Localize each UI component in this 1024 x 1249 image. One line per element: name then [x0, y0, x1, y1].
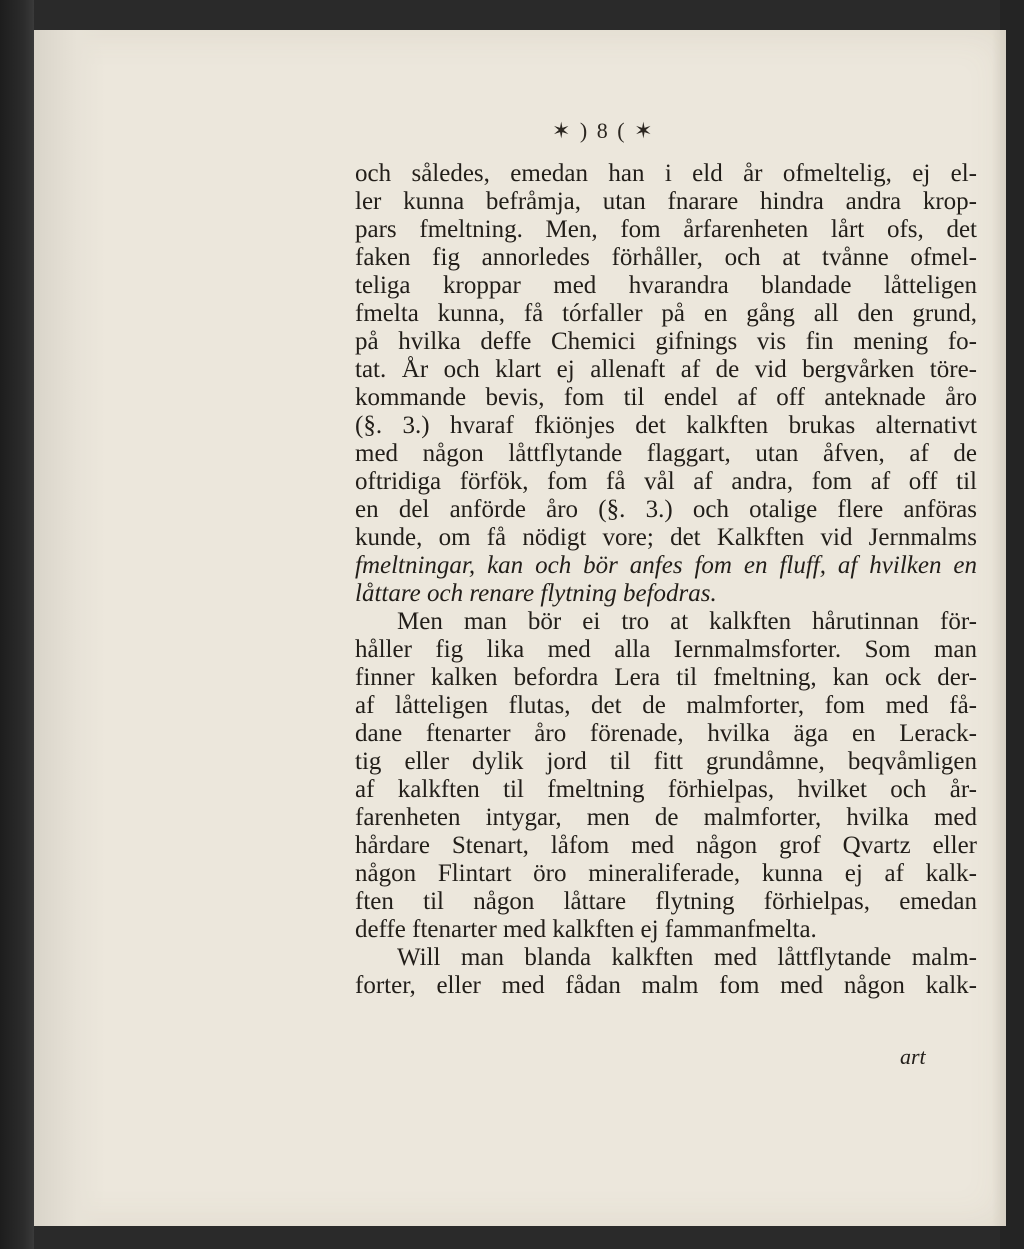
text-line: låttare och renare flytning befodras. [355, 580, 717, 607]
text-line: med någon låttflytande flaggart, utan åfven, af de [355, 440, 977, 467]
text-line: Will man blanda kalkften med låttflytande malm- [397, 944, 977, 971]
text-line: farenheten intygar, men de malmforter, hvilka med [355, 804, 977, 831]
text-line: dane ftenarter åro förenade, hvilka äga en Lerack- [355, 720, 977, 747]
text-line: en del anförde åro (§. 3.) och otalige flere anföras [355, 496, 977, 523]
text-line: af låtteligen flutas, det de malmforter, fom med få- [355, 692, 977, 719]
text-line: Men man bör ei tro at kalkften hårutinnan för- [397, 608, 977, 635]
text-line: fmelta kunna, få tórfaller på en gång all den grund, [355, 300, 977, 327]
text-line: tat. År och klart ej allenaft af de vid bergvårken töre- [355, 356, 977, 383]
text-line: teliga kroppar med hvarandra blandade låtteligen [355, 272, 977, 299]
text-line: hårdare Stenart, låfom med någon grof Qvartz eller [355, 832, 977, 859]
page-header: ✶ ) 8 ( ✶ [552, 118, 655, 143]
text-line: fmeltningar, kan och bör anfes fom en fluff, af hvilken en [355, 552, 977, 579]
text-line: finner kalken befordra Lera til fmeltning, kan ock der- [355, 664, 977, 691]
text-line: håller fig lika med alla Iernmalmsforter. Som man [355, 636, 977, 663]
text-line: pars fmeltning. Men, fom årfarenheten lårt ofs, det [355, 216, 977, 243]
text-line: på hvilka deffe Chemici gifnings vis fin mening fo- [355, 328, 977, 355]
text-line: kommande bevis, fom til endel af off anteknade åro [355, 384, 977, 411]
scan-left-border [0, 0, 34, 1249]
text-line: forter, eller med fådan malm fom med någon kalk- [355, 972, 977, 999]
text-line: ler kunna befråmja, utan fnarare hindra andra krop- [355, 188, 977, 215]
text-line: oftridiga förfök, fom få vål af andra, fom af off til [355, 468, 977, 495]
text-line: kunde, om få nödigt vore; det Kalkften vid Jernmalms [355, 524, 977, 551]
text-line: och således, emedan han i eld år ofmeltelig, ej el- [355, 160, 977, 187]
text-line: ften til någon låttare flytning förhielpas, emedan [355, 888, 977, 915]
text-line: tig eller dylik jord til fitt grundåmne, beqvåmligen [355, 748, 977, 775]
catchword: art [900, 1044, 926, 1069]
page-gutter-shadow [34, 30, 106, 1226]
text-line: någon Flintart öro mineraliferade, kunna ej af kalk- [355, 860, 977, 887]
page-edge-shadow [992, 30, 1006, 1226]
text-line: (§. 3.) hvaraf fkiönjes det kalkften brukas alternativt [355, 412, 977, 439]
text-line: faken fig annorledes förhåller, och at tvånne ofmel- [355, 244, 977, 271]
text-line: deffe ftenarter med kalkften ej fammanfmelta. [355, 916, 817, 943]
text-line: af kalkften til fmeltning förhielpas, hvilket och år- [355, 776, 977, 803]
